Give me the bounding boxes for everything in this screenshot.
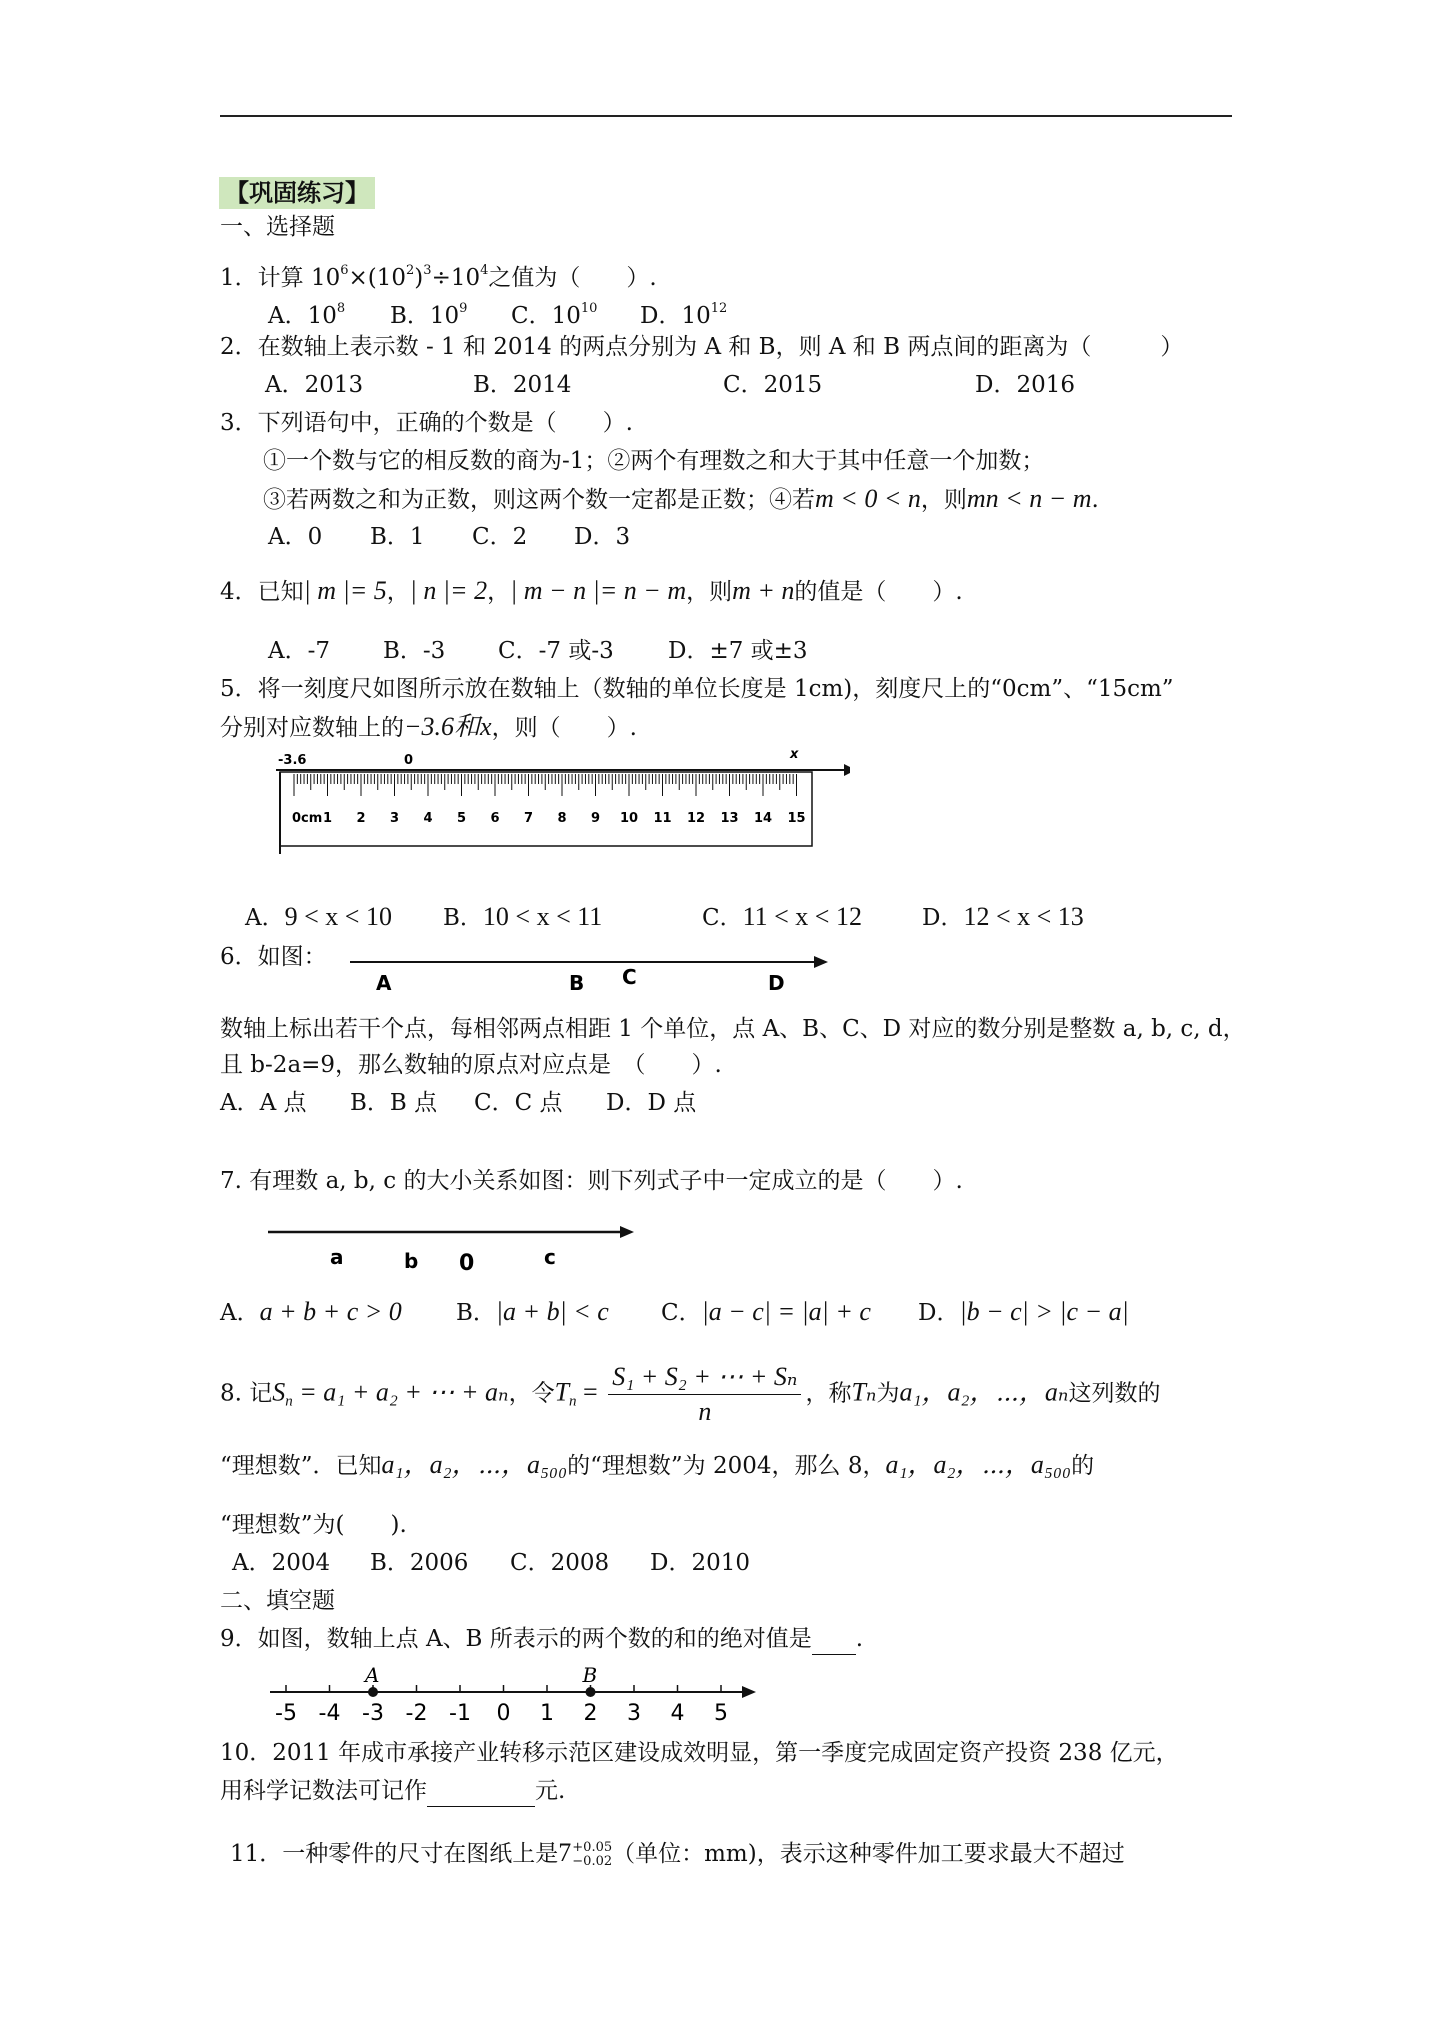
q1-text: ÷10 <box>431 265 481 291</box>
question-10-line-1: 10．2011 年成市承接产业转移示范区建设成效明显，第一季度完成固定资产投资 238 亿元， <box>220 1740 1179 1766</box>
q9-point-a-dot <box>368 1687 378 1697</box>
q2-option-c: C．2015 <box>723 372 823 398</box>
ruler-label: 13 <box>720 811 739 826</box>
q4-option-b: B．-3 <box>383 638 446 664</box>
ruler-label: 3 <box>389 811 400 826</box>
q7-axis-arrow <box>620 1226 634 1238</box>
question-3: 3．下列语句中，正确的个数是（ ）. <box>220 410 633 436</box>
q3-option-d: D．3 <box>574 524 631 550</box>
ruler-label: 8 <box>557 811 567 826</box>
q6-axis-arrow <box>814 956 828 968</box>
q1-text: 之值为（ ）. <box>488 265 657 291</box>
q8-fraction: $\frac{\text{S₁ + S₂ + ⋯ + Sₙ}}{n}$ <box>608 1360 801 1429</box>
q1-option-a: A．$10^8$ <box>268 301 346 329</box>
q5-axis-label-x: x <box>790 750 799 762</box>
q7-label-c: c <box>544 1245 556 1269</box>
q5-ruler-ticks <box>294 774 797 796</box>
q7-number-line <box>268 1222 638 1272</box>
q1-exp: 4 <box>480 263 489 278</box>
q5-axis-label-zero: 0 <box>404 753 414 768</box>
q2-option-b: B．2014 <box>473 372 572 398</box>
q5-ruler-body <box>280 772 812 846</box>
q9-tick-label: 5 <box>714 1701 728 1726</box>
q9-tick-label: -1 <box>449 1701 471 1726</box>
ruler-label: 14 <box>753 811 773 826</box>
q9-tick-label: -5 <box>275 1701 297 1726</box>
q5-option-c: C．11 < x < 12 <box>702 902 862 931</box>
q1-option-d: D．$10^{12}$ <box>640 301 728 329</box>
question-11: 11．一种零件的尺寸在图纸上是7 +0.05 −0.02 （单位：mm)，表示这种零件加工要求最大不超过 <box>230 1838 1125 1869</box>
q6-point-c: C <box>622 965 637 989</box>
ruler-label: 11 <box>653 811 672 826</box>
section-tag: 【巩固练习】 <box>219 177 375 209</box>
q7-option-a: A．a + b + c > 0 <box>220 1297 402 1326</box>
ruler-label: 10 <box>619 811 639 826</box>
q3-option-a: A．0 <box>268 524 323 550</box>
ruler-label: 0cm <box>292 811 323 826</box>
q3-statements-1: ①一个数与它的相反数的商为-1；②两个有理数之和大于其中任意一个加数； <box>263 448 1045 474</box>
q9-point-b-label: B <box>582 1666 598 1687</box>
q6-description-1: 数轴上标出若干个点，每相邻两点相距 1 个单位，点 A、B、C、D 对应的数分别是整数 a, b, c, d， <box>220 1016 1246 1042</box>
q6-point-d: D <box>768 971 785 995</box>
q3-option-b: B．1 <box>370 524 425 550</box>
ruler-label: 5 <box>456 811 467 826</box>
q4-option-a: A．-7 <box>268 638 331 664</box>
q6-option-d: D．D 点 <box>606 1090 697 1116</box>
q9-tick-label: -2 <box>405 1701 428 1726</box>
question-4: 4．已知| m |= 5，| n |= 2，| m − n |= n − m，则m + n的值是（ ）. <box>220 576 963 605</box>
q9-answer-blank[interactable] <box>812 1624 856 1655</box>
q6-point-b: B <box>569 971 585 995</box>
q7-option-b: B．|a + b| < c <box>456 1297 609 1326</box>
q9-number-line <box>264 1666 764 1728</box>
q6-option-b: B．B 点 <box>350 1090 438 1116</box>
question-2: 2．在数轴上表示数 - 1 和 2014 的两点分别为 A 和 B，则 A 和 B 两点间的距离为（ ） <box>220 334 1184 360</box>
part1-title: 一、选择题 <box>220 214 335 240</box>
q4-option-d: D．±7 或±3 <box>668 638 808 664</box>
q9-tick-label: 2 <box>583 1701 598 1726</box>
q1-option-c: C．$10^{10}$ <box>511 301 598 329</box>
ruler-label: 9 <box>590 811 601 826</box>
q1-exp: 2 <box>406 263 415 278</box>
question-9: 9．如图，数轴上点 A、B 所表示的两个数的和的绝对值是 . <box>220 1624 863 1655</box>
q6-point-a: A <box>376 971 392 995</box>
q6-option-c: C．C 点 <box>474 1090 563 1116</box>
q1-text: 1．计算 10 <box>220 265 341 291</box>
question-8-line-1: 8. 记$S_n = a_1 + a_2$ + ⋯ + aₙ，令$T_n$ = $\frac{\text{S₁ + S₂ + ⋯ + Sₙ}}{n}$ ，称Tₙ为a₁，a₂，⋯，aₙ这列数的 <box>220 1360 1160 1429</box>
q1-text: ×(10 <box>348 265 407 291</box>
ruler-label: 12 <box>686 811 706 826</box>
q8-option-a: A．2004 <box>232 1550 331 1576</box>
q6-option-a: A．A 点 <box>220 1090 307 1116</box>
question-10-line-2: 用科学记数法可记作 元. <box>220 1776 565 1807</box>
q7-label-a: a <box>330 1245 344 1269</box>
q5-ruler-labels <box>292 811 806 826</box>
q9-tick-label: 3 <box>627 1701 641 1726</box>
q2-option-a: A．2013 <box>265 372 364 398</box>
q9-point-a-label: A <box>365 1666 380 1687</box>
q9-tick-label: 4 <box>670 1701 685 1726</box>
question-6: 6．如图： <box>220 944 327 970</box>
ruler-label: 15 <box>787 811 806 826</box>
q9-tick-label: -4 <box>318 1701 341 1726</box>
header-rule <box>220 115 1232 117</box>
q9-tick-label: 0 <box>496 1701 511 1726</box>
question-7: 7. 有理数 a, b, c 的大小关系如图：则下列式子中一定成立的是（ ）. <box>220 1168 963 1194</box>
q8-option-b: B．2006 <box>370 1550 469 1576</box>
q5-option-a: A．9 < x < 10 <box>245 902 392 931</box>
q2-option-d: D．2016 <box>975 372 1075 398</box>
q6-number-line <box>350 948 830 1000</box>
q6-description-2: 且 b-2a=9，那么数轴的原点对应点是 （ ）. <box>220 1052 722 1078</box>
question-1 <box>220 256 657 293</box>
q9-axis-arrow <box>742 1686 756 1698</box>
q8-option-c: C．2008 <box>510 1550 610 1576</box>
q5-option-d: D．12 < x < 13 <box>922 902 1084 931</box>
q1-exp: 3 <box>423 263 432 278</box>
q7-option-d: D．|b − c| > |c − a| <box>918 1297 1129 1326</box>
part2-title: 二、填空题 <box>220 1588 335 1614</box>
q7-option-c: C．|a − c| = |a| + c <box>661 1297 871 1326</box>
q9-point-b-dot <box>586 1687 596 1697</box>
q9-axis-group <box>270 1666 756 1726</box>
q11-tolerance: +0.05 −0.02 <box>572 1840 613 1869</box>
ruler-label: 7 <box>523 811 534 826</box>
question-5-line-2: 分别对应数轴上的−3.6和x，则（ ）. <box>220 712 637 741</box>
q9-tick-label: 1 <box>540 1701 554 1726</box>
q1-text: ) <box>414 265 424 291</box>
q1-option-b: B．$10^9$ <box>390 301 468 329</box>
ruler-label: 4 <box>423 811 433 826</box>
ruler-label: 2 <box>356 811 366 826</box>
question-8-line-2: “理想数”．已知a₁，a₂，⋯，a₅₀₀的“理想数”为 2004，那么 8，a₁，a₂，⋯，a₅₀₀的 <box>220 1450 1095 1479</box>
question-5-line-1: 5．将一刻度尺如图所示放在数轴上（数轴的单位长度是 1cm)，刻度尺上的“0cm”、“15cm” <box>220 676 1174 702</box>
q5-option-b: B．10 < x < 11 <box>443 902 603 931</box>
q7-label-zero: 0 <box>459 1251 475 1272</box>
q3-option-c: C．2 <box>472 524 528 550</box>
q5-axis-label-neg: -3.6 <box>278 753 307 768</box>
q5-axis-arrow <box>844 764 850 776</box>
q8-option-d: D．2010 <box>650 1550 750 1576</box>
q5-ruler-figure <box>270 750 850 860</box>
q3-statements-2: ③若两数之和为正数，则这两个数一定都是正数；④若m < 0 < n，则mn < n − m. <box>263 484 1099 513</box>
q4-option-c: C．-7 或-3 <box>498 638 614 664</box>
q1-exp: 6 <box>340 263 349 278</box>
q10-answer-blank[interactable] <box>427 1776 535 1807</box>
q7-label-b: b <box>404 1249 419 1272</box>
ruler-label: 6 <box>490 811 500 826</box>
ruler-label: 1 <box>322 811 333 826</box>
question-8-line-3: “理想数”为( ). <box>220 1512 407 1538</box>
q9-tick-label: -3 <box>362 1701 384 1726</box>
